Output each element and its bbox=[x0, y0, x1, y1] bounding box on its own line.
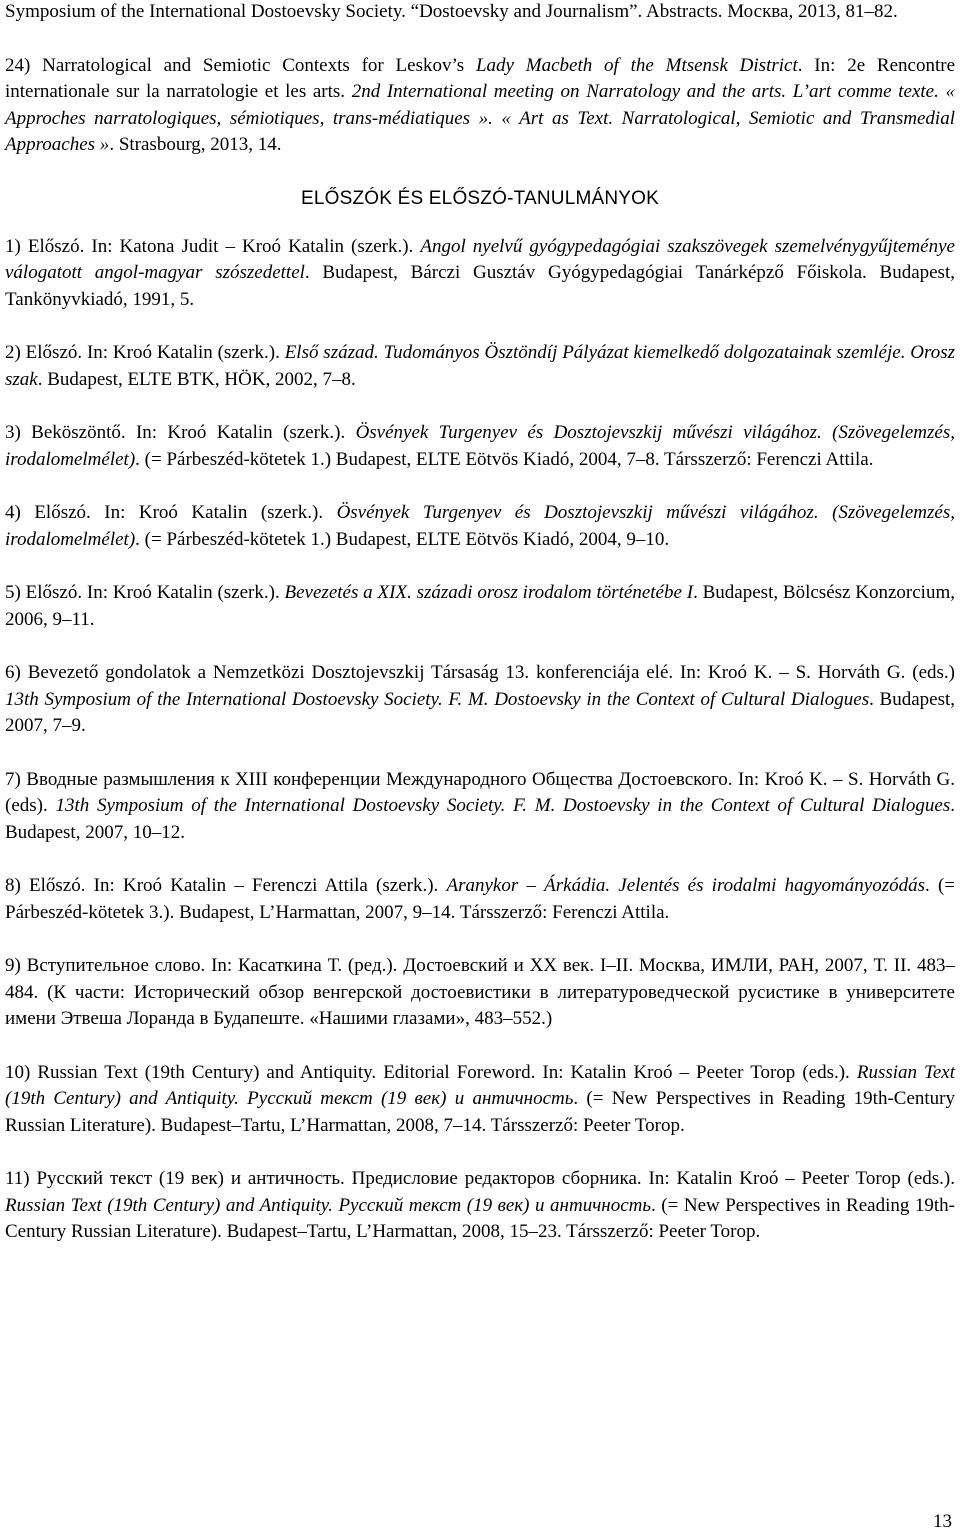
bibliography-entry-3 bbox=[5, 420, 955, 473]
entry-title: 2nd International meeting on Narratology and the arts. L’art comme texte. « Approches narratologiques, sémiotiques, trans-médiatiques ». « Art as Text. Narratological, Semiotic and Transmedial Approaches » bbox=[5, 81, 955, 155]
entry-title: Ösvények Turgenyev és Dosztojevszkij művészi világához. (Szövegelemzés, irodalomelmélet) bbox=[5, 422, 955, 470]
entry-text: 3) Beköszöntő. In: Kroó Katalin (szerk.). bbox=[5, 422, 356, 443]
entry-title: Első század. Tudományos Ösztöndíj Pályázat kiemelkedő dolgozatainak szemléje. Orosz szak bbox=[5, 342, 955, 390]
entry-text: 5) Előszó. In: Kroó Katalin (szerk.). bbox=[5, 582, 285, 603]
bibliography-entry-8 bbox=[5, 873, 955, 926]
bibliography-entry-6 bbox=[5, 660, 955, 740]
bibliography-entry-2 bbox=[5, 340, 955, 393]
bibliography-entry-1 bbox=[5, 234, 955, 314]
entry-text: . Budapest, 2007, 7–9. bbox=[5, 688, 956, 736]
bibliography-entry-24 bbox=[5, 53, 955, 159]
entry-text: 4) Előszó. In: Kroó Katalin (szerk.). bbox=[5, 502, 337, 523]
entry-text: . (= Párbeszéd-kötetek 3.). Budapest, L’Harmattan, 2007, 9–14. Társszerző: Ferenczi Attila. bbox=[5, 875, 955, 923]
entry-text: . (= Párbeszéd-kötetek 1.) Budapest, ELTE Eötvös Kiadó, 2004, 9–10. bbox=[135, 528, 670, 550]
entry-text: . (= New Perspectives in Reading 19th-Century Russian Literature). Budapest–Tartu, L’Harmattan, 2008, 15–23. Társszerző: Peeter Torop. bbox=[5, 1194, 955, 1242]
entry-text: 6) Bevezető gondolatok a Nemzetközi Dosztojevszkij Társaság 13. konferenciája elé. In: Kroó K. – S. Horváth G. (eds.) bbox=[5, 662, 955, 683]
entry-title: Russian Text (19th Century) and Antiquity. Русский текст (19 век) и античность bbox=[5, 1061, 956, 1109]
entry-text: 8) Előszó. In: Kroó Katalin – Ferenczi Attila (szerk.). bbox=[5, 875, 447, 896]
bibliography-entry-5 bbox=[5, 580, 955, 633]
entry-title: Aranykor – Árkádia. Jelentés és irodalmi hagyományozódás bbox=[446, 875, 925, 896]
entry-title: 13th Symposium of the International Dostoevsky Society. F. M. Dostoevsky in the Context of Cultural Dialogues bbox=[55, 795, 951, 816]
entry-text: 10) Russian Text (19th Century) and Antiquity. Editorial Foreword. In: Katalin Kroó – Peeter Torop (eds.). bbox=[5, 1061, 857, 1083]
entry-text: 9) Вступительное слово. In: Касаткина Т. (ред.). Достоевский и XX век. I–II. Москва, ИМЛИ, РАН, 2007, Т. II. 483–484. (К части: Исторический обзор венгерской достоевистики в литературоведческой русистике в университете имени Этвеша Лоранда в Будапеште. «Нашими глазами», 483–552.) bbox=[5, 955, 955, 1029]
bibliography-entry-7 bbox=[5, 767, 955, 847]
bibliography-entry-10 bbox=[5, 1060, 955, 1140]
entry-text: . Budapest, 2007, 10–12. bbox=[5, 795, 956, 843]
section-heading: ELŐSZÓK ÉS ELŐSZÓ-TANULMÁNYOK bbox=[300, 187, 660, 209]
entry-text: . (= New Perspectives in Reading 19th-Century Russian Literature). Budapest–Tartu, L’Harmattan, 2008, 7–14. Társszerző: Peeter Torop. bbox=[5, 1088, 955, 1136]
entry-text: . Budapest, Bárczi Gusztáv Gyógypedagógiai Tanárképző Főiskola. Budapest, Tankönyvkiadó, 1991, 5. bbox=[5, 262, 955, 310]
bibliography-entry-11 bbox=[5, 1166, 955, 1246]
entry-text: . (= Párbeszéd-kötetek 1.) Budapest, ELTE Eötvös Kiadó, 2004, 7–8. Társszerző: Ferenczi Attila. bbox=[135, 448, 874, 470]
bibliography-entry-fragment bbox=[5, 0, 955, 26]
entry-text: 24) Narratological and Semiotic Contexts for Leskov’s bbox=[5, 54, 476, 76]
entry-text: . Budapest, Bölcsész Konzorcium, 2006, 9–11. bbox=[5, 582, 955, 630]
entry-title: Russian Text (19th Century) and Antiquity. Русский текст (19 век) и античность bbox=[5, 1194, 651, 1216]
entry-text: . Budapest, ELTE BTK, HÖK, 2002, 7–8. bbox=[37, 368, 356, 390]
entry-text: 1) Előszó. In: Katona Judit – Kroó Katalin (szerk.). bbox=[5, 235, 421, 257]
entry-text: Symposium of the International Dostoevsky Society. “Dostoevsky and Journalism”. Abstracts. Москва, 2013, 81–82. bbox=[5, 1, 898, 22]
entry-title: 13th Symposium of the International Dostoevsky Society. F. M. Dostoevsky in the Context of Cultural Dialogues bbox=[5, 688, 870, 710]
entry-title: Angol nyelvű gyógypedagógiai szakszövegek szemelvénygyűjteménye válogatott angol-magyar szószedettel bbox=[5, 235, 955, 283]
document-page bbox=[5, 0, 955, 1273]
entry-text: . Strasbourg, 2013, 14. bbox=[109, 134, 282, 155]
entry-text: . In: 2e Rencontre internationale sur la narratologie et les arts. bbox=[5, 54, 955, 102]
entry-title: Ösvények Turgenyev és Dosztojevszkij művészi világához. (Szövegelemzés, irodalomelmélet) bbox=[5, 502, 955, 550]
page-number: 13 bbox=[933, 1511, 952, 1532]
bibliography-entry-4 bbox=[5, 500, 955, 553]
entry-text: 11) Русский текст (19 век) и античность. Предисловие редакторов сборника. In: Katalin Kroó – Peeter Torop (eds.). bbox=[5, 1168, 955, 1189]
entry-text: 7) Вводные размышления к XIII конференции Международного Общества Достоевского. In: Kroó K. – S. Horváth G. (eds). bbox=[5, 768, 955, 816]
entry-title: Lady Macbeth of the Mtsensk District bbox=[475, 54, 798, 76]
entry-text: 2) Előszó. In: Kroó Katalin (szerk.). bbox=[5, 342, 285, 363]
bibliography-entry-9 bbox=[5, 953, 955, 1033]
entry-title: Bevezetés a XIX. századi orosz irodalom történetébe I bbox=[284, 582, 694, 603]
